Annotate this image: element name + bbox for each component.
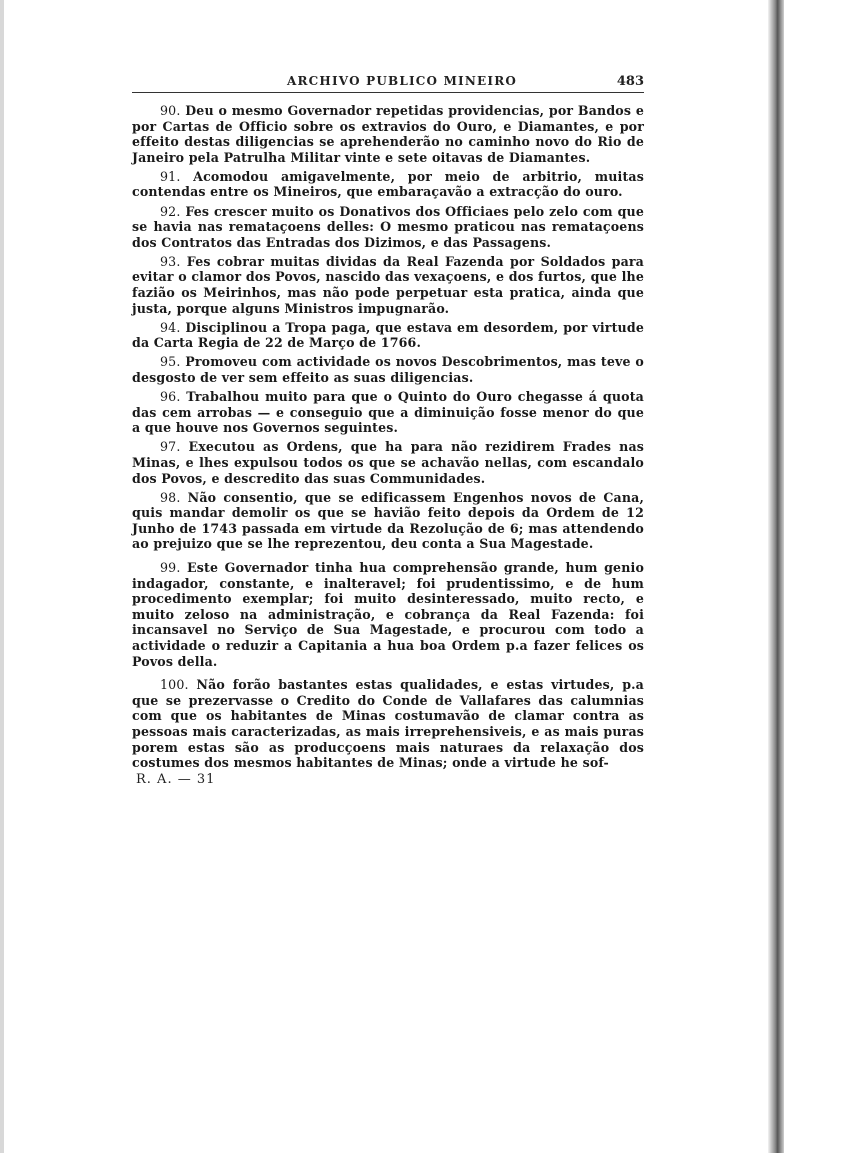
paragraph-92 — [132, 204, 644, 251]
paragraph-text: Executou as Ordens, que ha para não rezidirem Frades nas Minas, e lhes expulsou todos os que se achavão nellas, com escandalo dos Povos, e descredito das suas Communidades. — [132, 439, 644, 486]
paragraph-100 — [132, 677, 644, 771]
paragraph-number: 97. — [160, 439, 181, 455]
signature-mark: R. A. — 31 — [136, 772, 216, 788]
scan-left-edge — [0, 0, 4, 1153]
paragraph-97 — [132, 439, 644, 486]
page-number: 483 — [616, 74, 644, 89]
running-head: ARCHIVO PUBLICO MINEIRO — [287, 74, 518, 88]
paragraph-95 — [132, 354, 644, 385]
paragraph-99 — [132, 560, 644, 669]
paragraph-number: 99. — [160, 560, 181, 576]
paragraph-number: 100. — [160, 677, 189, 693]
scan-binding-shadow — [768, 0, 784, 1153]
paragraph-number: 90. — [160, 103, 181, 118]
paragraph-number: 95. — [160, 354, 181, 370]
paragraph-text: Disciplinou a Tropa paga, que estava em desordem, por virtude da Carta Regia de 22 de Março de 1766. — [132, 319, 644, 351]
paragraph-text: Deu o mesmo Governador repetidas providencias, por Bandos e por Cartas de Officio sobre os extravios do Ouro, e Diamantes, e por effeito destas diligencias se aprehenderão no caminho novo do Rio de Janeiro pela Patrulha Militar vinte e sete oitavas de Diamantes. — [132, 103, 644, 165]
paragraph-94 — [132, 320, 644, 351]
paragraph-text: Não forão bastantes estas qualidades, e estas virtudes, p.a que se prezervasse o Credito do Conde de Vallafares das calumnias com que os habitantes de Minas costumavão de clamar contra as pessoas mais caracterizadas, as mais irreprehensiveis, e as mais puras porem estas são as producçoens mais naturaes da relaxação dos costumes dos mesmos habitantes de Minas; onde a virtude he sof- — [132, 677, 644, 771]
page-header — [132, 70, 644, 93]
paragraph-number: 91. — [160, 168, 181, 184]
paragraph-text: Fes cobrar muitas dividas da Real Fazenda por Soldados para evitar o clamor dos Povos, nascido das vexaçoens, e dos furtos, que lhe fazião os Meirinhos, mas não pode perpetuar esta pratica, ainda que justa, porque alguns Ministros impugnarão. — [132, 253, 644, 316]
paragraph-text: Este Governador tinha hua comprehensão grande, hum genio indagador, constante, e inalteravel; foi prudentissimo, e de hum procedimento exemplar; foi muito desinteressado, muito recto, e muito zeloso na administração, e cobrança da Real Fazenda: foi incansavel no Serviço de Sua Magestade, e procurou com todo a actividade o reduzir a Capitania a hua boa Ordem p.a fazer felices os Povos della. — [132, 560, 644, 669]
document-page — [132, 70, 644, 787]
paragraph-number: 96. — [160, 389, 181, 405]
paragraph-90 — [132, 103, 644, 165]
paragraph-number: 92. — [160, 203, 181, 219]
paragraph-text: Fes crescer muito os Donativos dos Officiaes pelo zelo com que se havia nas remataçoens delles: O mesmo praticou nas remataçoens dos Contratos das Entradas dos Dizimos, e das Passagens. — [132, 203, 644, 250]
paragraph-text: Promoveu com actividade os novos Descobrimentos, mas teve o desgosto de ver sem effeito as suas diligencias. — [132, 354, 644, 385]
paragraph-number: 94. — [160, 319, 181, 335]
paragraph-93 — [132, 254, 644, 316]
body-text — [132, 103, 644, 771]
paragraph-number: 98. — [160, 489, 181, 505]
paragraph-text: Não consentio, que se edificassem Engenhos novos de Cana, quis mandar demolir os que se havião feito depois da Ordem de 12 Junho de 1743 passada em virtude da Rezolução de 6; mas attendendo ao prejuizo que se lhe reprezentou, deu conta a Sua Magestade. — [132, 489, 644, 552]
paragraph-96 — [132, 389, 644, 436]
paragraph-text: Acomodou amigavelmente, por meio de arbitrio, muitas contendas entre os Mineiros, que embaraçavão a extracção do ouro. — [132, 168, 644, 200]
paragraph-text: Trabalhou muito para que o Quinto do Ouro chegasse á quota das cem arrobas — e conseguio que a diminuição fosse menor do que a que houve nos Governos seguintes. — [132, 389, 644, 436]
paragraph-number: 93. — [160, 253, 181, 269]
paragraph-91 — [132, 169, 644, 200]
paragraph-98 — [132, 490, 644, 552]
